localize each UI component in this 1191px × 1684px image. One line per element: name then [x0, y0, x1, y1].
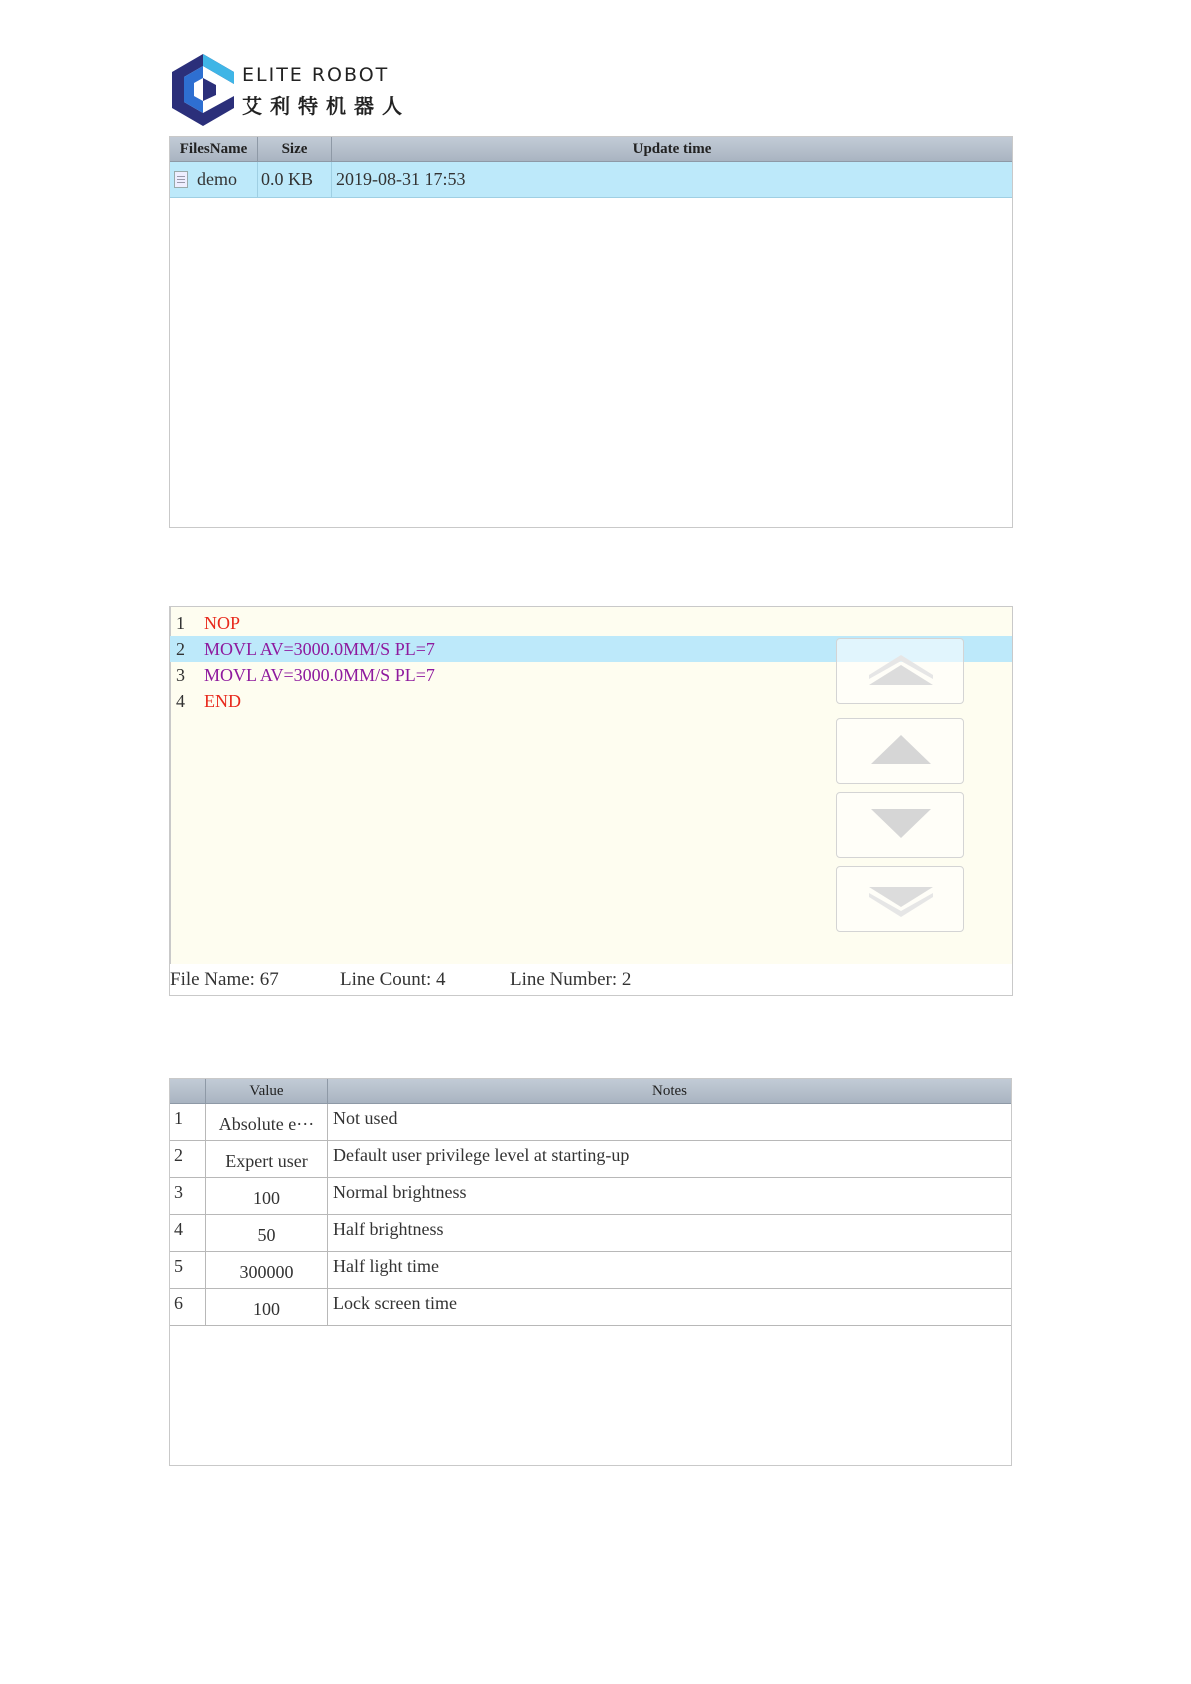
file-size: 0.0 KB	[258, 162, 332, 197]
file-row-demo[interactable]	[170, 162, 1012, 198]
elite-robot-logo-icon	[172, 54, 234, 126]
row-index: 5	[170, 1252, 206, 1288]
row-index: 6	[170, 1289, 206, 1325]
row-note: Half light time	[333, 1256, 439, 1276]
brand-name-cn: 艾利特机器人	[242, 94, 410, 118]
table-row[interactable]	[170, 1215, 1011, 1252]
document-icon	[174, 171, 188, 188]
table-row[interactable]	[170, 1178, 1011, 1215]
page-up-button[interactable]	[836, 638, 964, 704]
row-value: Absolute e···	[206, 1104, 328, 1140]
page-down-button[interactable]	[836, 866, 964, 932]
table-row[interactable]	[170, 1252, 1011, 1289]
row-index: 3	[170, 1178, 206, 1214]
code-text: END	[204, 691, 241, 711]
code-text: NOP	[204, 613, 241, 633]
file-name: demo	[197, 169, 237, 189]
program-editor[interactable]	[169, 606, 1013, 966]
row-note: Half brightness	[333, 1219, 444, 1239]
file-list-header	[170, 137, 1012, 162]
row-value: Expert user	[206, 1141, 328, 1177]
row-note: Normal brightness	[333, 1182, 467, 1202]
code-text: MOVL AV=3000.0MM/S PL=7	[204, 639, 435, 659]
table-row[interactable]	[170, 1289, 1011, 1326]
row-note: Default user privilege level at starting-up	[333, 1145, 630, 1165]
triangle-down-icon	[837, 793, 965, 857]
row-index: 1	[170, 1104, 206, 1140]
line-number: 2	[176, 639, 185, 659]
line-number: 4	[176, 691, 185, 711]
line-number: 1	[176, 613, 185, 633]
status-line-count: Line Count: 4	[340, 969, 446, 990]
row-note: Not used	[333, 1108, 398, 1128]
line-down-button[interactable]	[836, 792, 964, 858]
line-number: 3	[176, 665, 185, 685]
column-header-size[interactable]: Size	[258, 137, 332, 161]
status-line-number: Line Number: 2	[510, 969, 632, 990]
row-index: 2	[170, 1141, 206, 1177]
file-list-panel	[169, 136, 1013, 528]
parameter-table	[169, 1078, 1012, 1466]
editor-status-bar	[169, 964, 1013, 996]
double-chevron-down-icon	[837, 867, 965, 933]
file-name-cell	[170, 162, 258, 197]
file-update-time: 2019-08-31 17:53	[336, 169, 466, 189]
brand-name-en: ELITE ROBOT	[242, 64, 390, 86]
row-note: Lock screen time	[333, 1293, 457, 1313]
triangle-up-icon	[837, 719, 965, 783]
row-value: 100	[206, 1178, 328, 1214]
code-text: MOVL AV=3000.0MM/S PL=7	[204, 665, 435, 685]
column-header-index	[170, 1079, 206, 1103]
double-chevron-up-icon	[837, 639, 965, 705]
row-value: 50	[206, 1215, 328, 1251]
code-line-1[interactable]	[170, 610, 1012, 636]
line-up-button[interactable]	[836, 718, 964, 784]
row-index: 4	[170, 1215, 206, 1251]
column-header-update-time[interactable]: Update time	[632, 141, 712, 157]
column-header-filesname[interactable]: FilesName	[170, 137, 258, 161]
column-header-notes[interactable]: Notes	[652, 1083, 687, 1099]
row-value: 100	[206, 1289, 328, 1325]
table-row[interactable]	[170, 1141, 1011, 1178]
parameter-table-header	[170, 1079, 1011, 1104]
column-header-value[interactable]: Value	[206, 1079, 328, 1103]
brand-logo	[172, 54, 432, 126]
row-value: 300000	[206, 1252, 328, 1288]
status-file-name: File Name: 67	[170, 969, 279, 990]
table-row[interactable]	[170, 1104, 1011, 1141]
